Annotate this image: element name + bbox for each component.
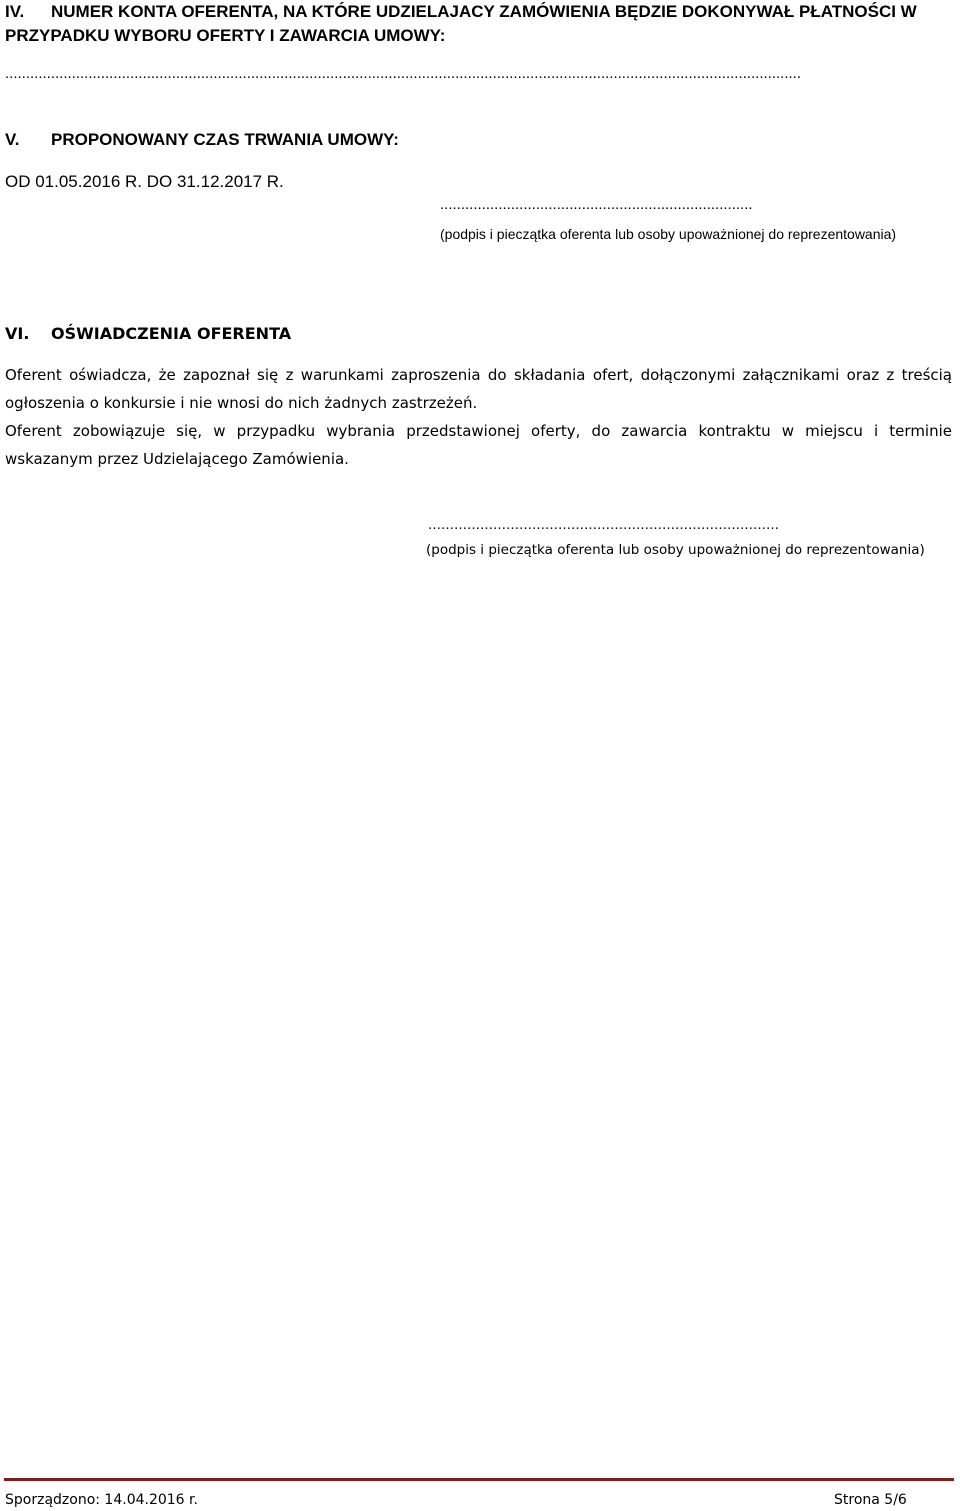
- contract-period: OD 01.05.2016 R. DO 31.12.2017 R.: [5, 172, 284, 191]
- footer-rule: [4, 1478, 954, 1481]
- declaration-paragraph-2: Oferent zobowiązuje się, w przypadku wybrania przedstawionej oferty, do zawarcia kontraktu w miejscu i terminie wskazanym przez Udzielającego Zamówienia.: [5, 422, 952, 468]
- section-iv-number: IV.: [5, 2, 25, 21]
- signature-dots-vi: ………………………………………………………………………: [428, 518, 779, 533]
- declaration-paragraph-1: Oferent oświadcza, że zapoznał się z warunkami zaproszenia do składania ofert, dołączonymi załącznikami oraz z treścią ogłoszenia o konkursie i nie wnosi do nich żadnych zastrzeżeń.: [5, 366, 952, 412]
- section-v-title: PROPONOWANY CZAS TRWANIA UMOWY:: [51, 130, 399, 149]
- section-iv-title-line1: NUMER KONTA OFERENTA, NA KTÓRE UDZIELAJACY ZAMÓWIENIA BĘDZIE DOKONYWAŁ PŁATNOŚCI W: [51, 2, 917, 21]
- section-vi-heading: [5, 322, 605, 346]
- section-iv-title-line2: PRZYPADKU WYBORU OFERTY I ZAWARCIA UMOWY:: [5, 26, 446, 45]
- account-number-dots: ...............................................................................................................................................................................................: [5, 65, 801, 82]
- section-v-heading: [5, 128, 605, 152]
- signature-caption-vi: (podpis i pieczątka oferenta lub osoby upoważnionej do reprezentowania): [426, 542, 925, 558]
- section-vi-number: VI.: [5, 324, 30, 343]
- footer-page-number: Strona 5/6: [834, 1492, 907, 1508]
- section-vi-title: OŚWIADCZENIA OFERENTA: [51, 324, 292, 343]
- footer-prepared-date: Sporządzono: 14.04.2016 r.: [5, 1492, 198, 1508]
- signature-dots-v: ...........................................................................: [440, 196, 753, 213]
- signature-caption-v: (podpis i pieczątka oferenta lub osoby upoważnionej do reprezentowania): [440, 226, 897, 242]
- section-v-number: V.: [5, 130, 20, 149]
- section-iv-heading: [5, 0, 955, 48]
